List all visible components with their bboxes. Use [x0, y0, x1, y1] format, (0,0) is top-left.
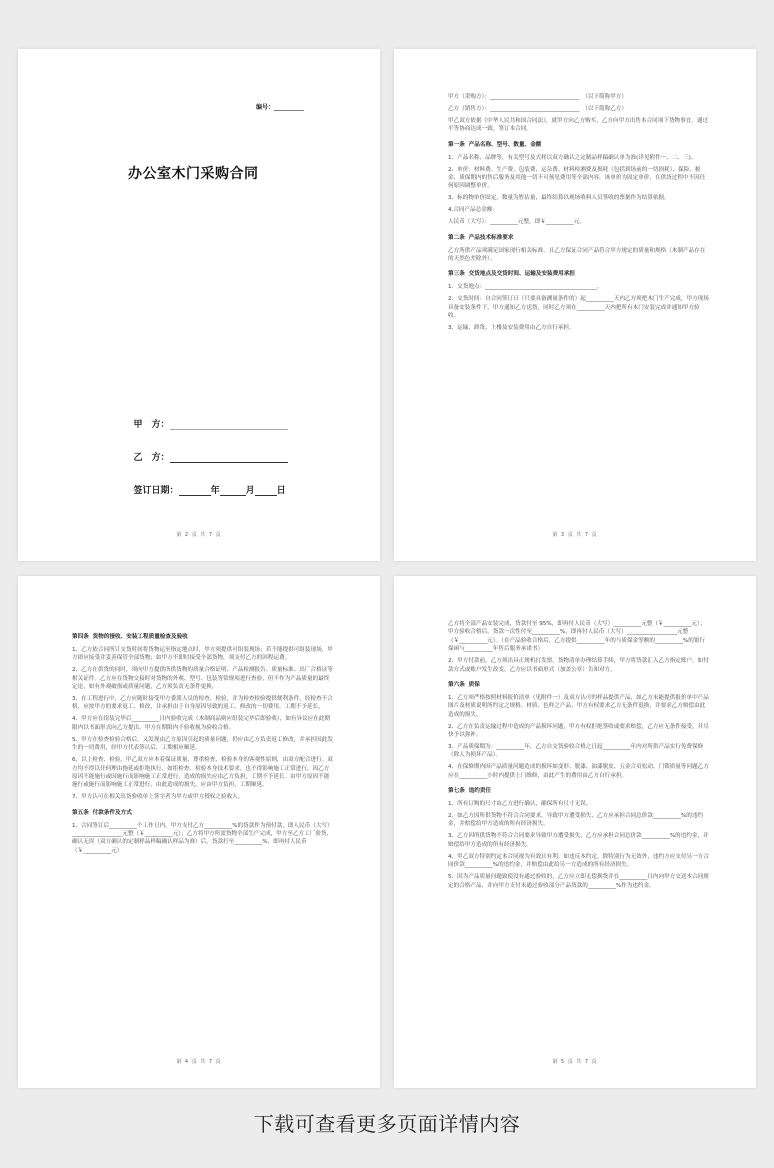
section-heading: 第六条 质保 [448, 681, 480, 688]
section-heading: 第二条 产品技术标准要求 [448, 234, 514, 241]
contract-clause: 4、甲方应在组装完毕后__________日内验收完成（木制商品则应组装完毕后即验收），如有异议应在此期限内以书面形式向乙方提出，甲方在期限内不验收视为验收合格。 [72, 716, 331, 731]
contract-clause: 4、在保修期内因产品质量问题造成的损坏如变形、脱漆、油漆脱皮、五金合页松动、门锁质量等问题乙方应在__________小时内提供上门维修，由此产生的费用由乙方自行承担。 [448, 764, 709, 779]
signing-date-label: 签订日期： [133, 486, 179, 496]
party-a-label: 甲 方： [133, 420, 170, 430]
page-number: 第 4 页 共 7 页 [176, 1059, 222, 1065]
contract-clause: 3、标的物单价固定，数量为暂估量，最终结算以现场收料人员签收的票据作为结算依据。 [448, 195, 670, 202]
section-heading: 第四条 货物的接收、安装工程质量检查及验收 [72, 634, 188, 640]
contract-clause: 1、所有订购的尺寸由乙方进行确认，确保所有尺寸无误。 [448, 801, 592, 808]
date-day-label: 日 [276, 486, 286, 496]
contract-clause: 3、乙方因所供货物不符合合同要求导致甲方遭受损失，乙方应承担合同总价款__________%的违约金，并赔偿给甲方造成的所有经济损失。 [448, 833, 709, 848]
page-body [72, 626, 334, 859]
page-body [448, 620, 710, 894]
contract-clause: 乙方（销售方）：________________________________ （以下简称乙方） [448, 105, 627, 112]
party-a-signature-line [121, 407, 288, 440]
contract-clause: 2、乙方在供货的同时，须向甲方提供所供货物的质量合格证明、产品检测报告、质量标准、出厂合格证等相关证件。乙方应在货物交接时对货物的外观、型号、包装等常规项进行查验，但不作为产品质量的最终定论，如有外观破损或质量问题，乙方须负责无条件更换。 [72, 667, 333, 691]
contract-clause: 甲方（采购方）：________________________________ （以下简称甲方） [448, 94, 627, 100]
section-heading: 第五条 付款条件及方式 [72, 809, 132, 816]
page-body [448, 93, 710, 336]
contract-clause: 人民币（大写）：__________元整，即￥__________元。 [448, 219, 586, 226]
contract-clause: 1、乙方须严格按照材料报价清单（见附件一）及双方认可的样品提供产品，如乙方未能提供报价单中产品图片及材质说明所约定之规格、材质、色样之产品，甲方有权要求乙方无条件退换，并要求乙方赔偿由此造成的损失。 [448, 694, 709, 718]
party-b-signature-line [121, 440, 288, 473]
page-number: 第 2 页 共 7 页 [176, 532, 222, 538]
contract-clause: 5、甲方在检查检验合格后，又发现由乙方原因引起的质量问题，仍应由乙方负责返工修改，并承担因此发生的一切费用，经甲方代表签认后，工期相应顺延。 [72, 736, 333, 752]
contract-clause: 2、甲方付款前，乙方须出具正规机打发票，货物清单办理结算手续，甲方将货款汇入乙方指定账户，如付款方式或账户发生改变，乙方应以书面形式（加盖公章）告知对方。 [448, 658, 709, 673]
contract-clause: 6、以上检查、检验，甲乙双方应本着保证质量、尊重检查、检验本身的客观性原则，由双方配合进行。双方均不得以任何理由拖延或拒绝执行，如拒检查、检验本身技术要求，也不得影响施工正常进行，因乙方原因不能施行或因施行而影响施工正常进行，造成的损失应由乙方负担，工期不予延长。由甲方原因不能施行或施行而影响施工正常进行，由此造成的损失，应由甲方负担，工期顺延。 [72, 757, 333, 789]
date-month-label: 月 [245, 486, 255, 496]
section-heading: 第七条 违约责任 [448, 788, 492, 795]
contract-clause: 3、运输、卸货、上楼及安装费用由乙方自行承担。 [448, 325, 575, 332]
contract-clause: 乙方将全部产品安装完成，货款付至 95%，即再付人民币（大写）__________元整（￥__________元）；甲方验收合格后，货款一次性付至__________%，即再付人民币（大写）__________________元整（￥__________元）。（在产品验收合格后，乙方提供__________年的与质保金等额的__________%的银行保函与__________年售后服务承诺书） [448, 621, 706, 653]
date-year-label: 年 [210, 486, 220, 496]
contract-title: 办公室木门采购合同 [128, 166, 259, 182]
contract-serial-number: 编号：__________ [256, 104, 305, 111]
contract-clause: 1、产品名称、品牌等，有关型号及式样以双方确认之定制品样稿确认单为准(详见附件一、二、三)。 [448, 154, 697, 161]
contract-cover-page [18, 49, 380, 561]
section-heading: 第三条 交货地点及交货时间、运输及安装费用承担 [448, 271, 575, 278]
page-number: 第 5 页 共 7 页 [552, 1059, 598, 1065]
party-b-label: 乙 方： [133, 453, 170, 463]
contract-clause: 2、乙方在负责运输过程中造成的产品损坏问题，甲方有权拒绝签收或要求赔偿，乙方应无条件接受，并尽快予以弥补。 [448, 723, 709, 738]
contract-clause: 4、甲乙双方特别约定本合同视为有效且有利，如违反本约定，除特别行为无效外，违约方应支付另一方合同价款__________%的违约金，并赔偿由此给另一方造成的所有经济损失。 [448, 853, 709, 869]
contract-clause: 4.合同产品总金额： [448, 207, 499, 214]
contract-clause: 1、合同签订后__________个工作日内，甲方支付乙方__________%的货款作为预付款，即人民币（大写）__________________元整（￥__________元）；乙方将甲方所需货物全部生产完成，甲方至乙方工厂验货，确认无误（双方确认的定制样品样稿确认样品为准）后，货款打至__________%，即再付人民币（￥__________元） [72, 822, 333, 854]
signing-date-line [121, 473, 286, 506]
contract-clause: 2、单价：材料费、生产费、包装费、运杂费、材料检测费及损耗（包括到场前的一切损耗）、保险、税金、质保期内的售后服务及其他一切不可预见费用等全部内容，该单价为固定单价，在供货过程中不因任何原因调整单价。 [448, 166, 706, 190]
contract-clause: 5、因为产品质量问题致使没有通过验收的，乙方应立即无偿换货并在__________日内向甲方交送本合同规定的合格产品，并向甲方支付未通过验收部分产品货款的__________%作为违约金。 [448, 874, 709, 889]
contract-clause: 2、交货时间：自合同签订日（只要具备测量条件的）起__________天内乙方须把木门生产完成，甲方现场具备安装条件下，甲方通知乙方送货，同时乙方须在__________天内把所有木门安装完成并通知甲方验收。 [448, 296, 709, 320]
contract-clause: 1、交货地点：________________________________________。 [448, 284, 603, 291]
contract-clause: 乙方所供产品须满足国家现行相关标准，且乙方保证合同产品符合甲方规定的质量和规格（木制产品存在的天然色差除外）。 [448, 247, 706, 263]
download-more-caption: 下载可查看更多页面详情内容 [253, 1112, 521, 1136]
contract-clause: 2、如乙方因所供货物不符合合同要求，导致甲方遭受损失，乙方应承担合同总价款__________%的违约金，并赔偿给甲方造成的所有经济损失。 [448, 813, 704, 828]
contract-clause: 1、乙方依合同所订交货时间将货物运至指定地点时，甲方须提供可组装现场；若不能提供可组装现场，甲方即应接受并妥善保管全部货物；如甲方不即时接受全部货物，须支付乙方的回程运费。 [72, 646, 333, 662]
contract-clause: 3、在工程进行中，乙方应随时接受甲方委派人员的检查、检验，并为检查检验提供便利条件，经检查不合格，应按甲方的要求返工、修改，并承担由于自身原因导致的返工、修改的一切费用，工期不予延长。 [72, 696, 333, 711]
contract-page-5 [394, 576, 756, 1088]
contract-clause: 7、甲方认可在相关出货验收单上签字者为甲方或甲方授权之验收人。 [72, 794, 244, 801]
contract-page-4 [18, 576, 380, 1088]
contract-clause: 甲乙双方依据《中华人民共和国合同法》，就甲方向乙方购买，乙方向甲方出售本合同项下货物事宜，通过平等协商达成一致，签订本合同。 [448, 117, 709, 133]
section-heading: 第一条 产品名称、型号、数量、金额 [448, 141, 542, 148]
contract-page-3 [394, 49, 756, 561]
page-number: 第 3 页 共 7 页 [552, 532, 598, 538]
contract-clause: 3、产品质保期为：__________年，乙方自交货验收合格之日起__________年内对所供产品实行免费保修（除人为损坏产品）。 [448, 743, 704, 759]
